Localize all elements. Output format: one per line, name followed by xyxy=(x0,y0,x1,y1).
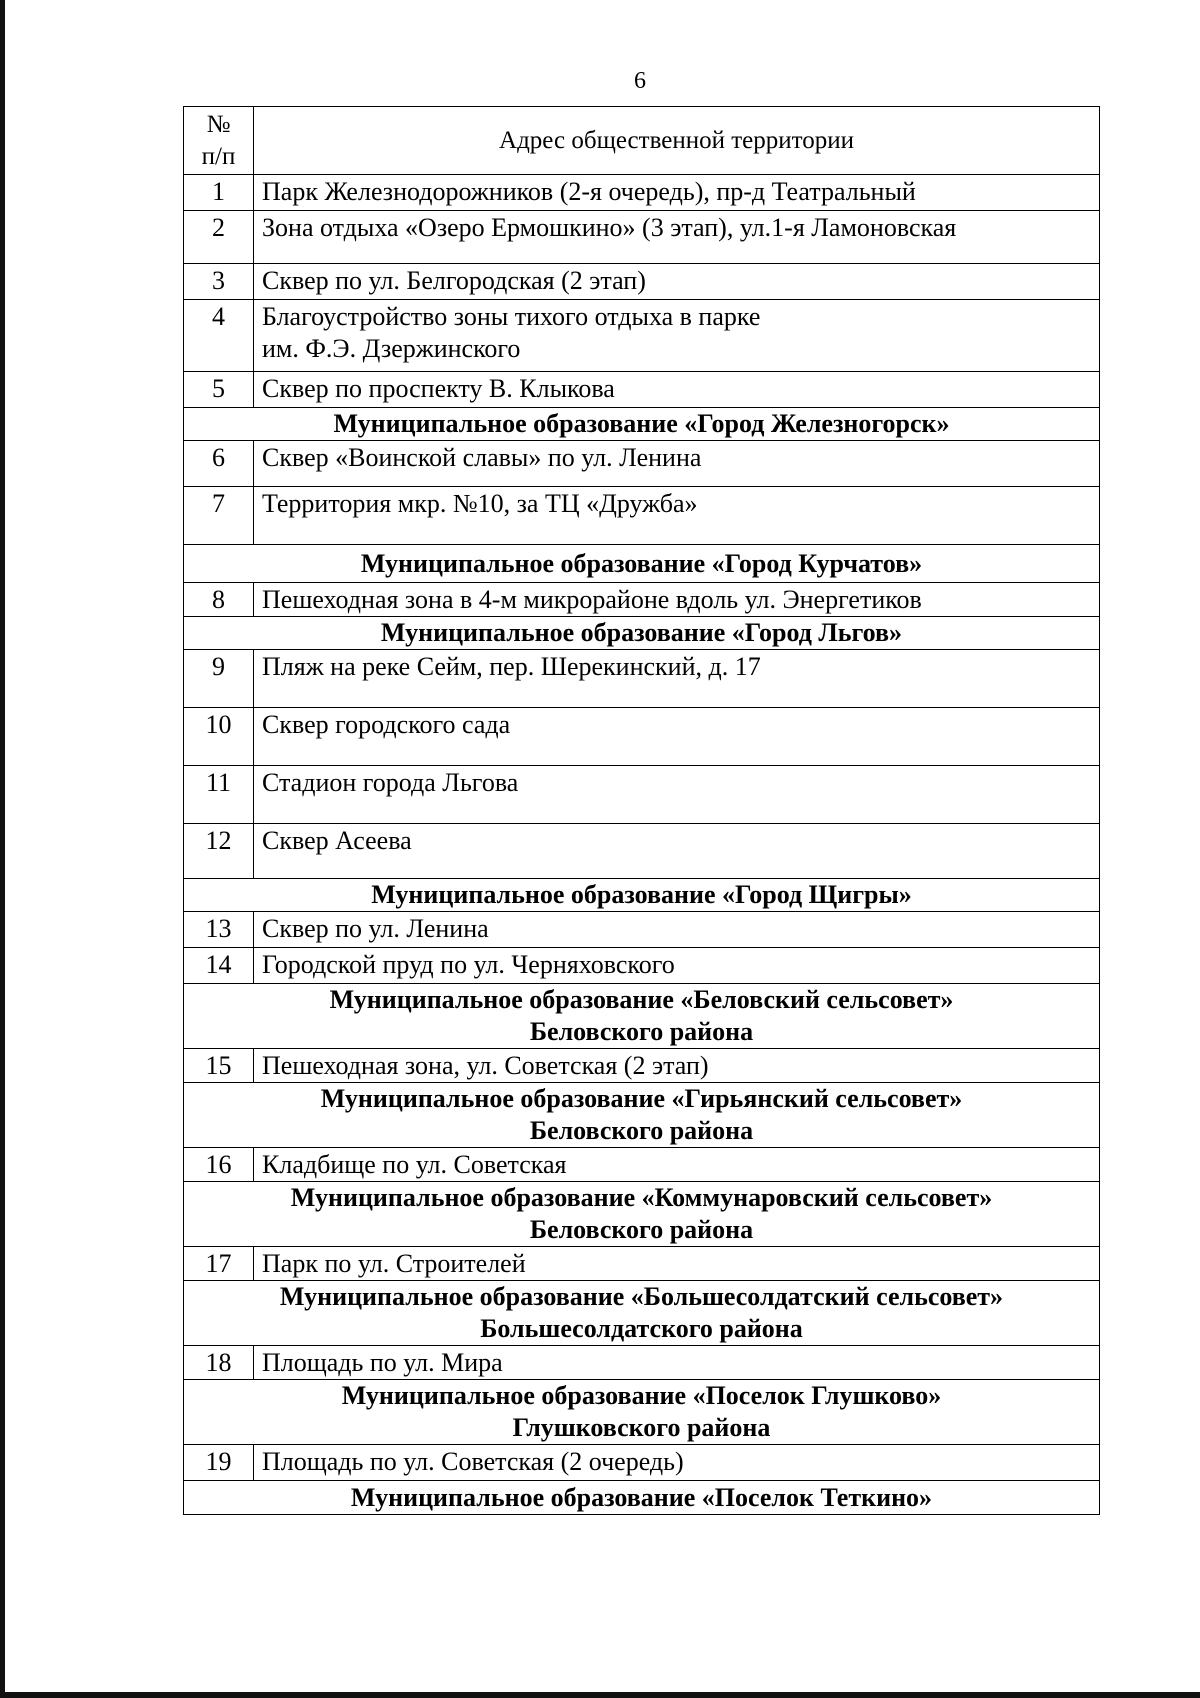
row-number: 16 xyxy=(184,1148,254,1182)
row-address xyxy=(254,487,1100,545)
row-number: 17 xyxy=(184,1247,254,1281)
address-text: Пляж на реке Сейм, пер. Шерекинский, д. 17 xyxy=(262,652,761,681)
row-address xyxy=(254,824,1100,879)
row-number: 9 xyxy=(184,650,254,708)
table-row xyxy=(184,824,1100,879)
address-text: Городской пруд по ул. Черняховского xyxy=(262,950,675,979)
address-text-continued: им. Ф.Э. Дзержинского xyxy=(262,334,521,363)
section-subtitle: Глушковского района xyxy=(512,1413,771,1442)
row-number: 3 xyxy=(184,264,254,300)
row-number: 13 xyxy=(184,912,254,948)
section-cell xyxy=(184,984,1100,1049)
section-cell xyxy=(184,408,1100,441)
row-number: 4 xyxy=(184,300,254,372)
row-address xyxy=(254,1148,1100,1182)
section-title: Муниципальное образование «Беловский сельсовет» xyxy=(329,985,954,1014)
section-row xyxy=(184,545,1100,583)
row-address xyxy=(254,948,1100,984)
address-text: Сквер городского сада xyxy=(262,710,511,739)
scan-edge-bottom xyxy=(0,1692,1200,1698)
row-address xyxy=(254,300,1100,372)
row-number: 12 xyxy=(184,824,254,879)
header-number-cell xyxy=(184,107,254,175)
section-title: Муниципальное образование «Город Щигры» xyxy=(371,880,912,909)
section-row xyxy=(184,1380,1100,1445)
address-text: Пешеходная зона в 4-м микрорайоне вдоль ул. Энергетиков xyxy=(262,585,922,614)
row-address xyxy=(254,441,1100,487)
row-address xyxy=(254,650,1100,708)
row-number: 18 xyxy=(184,1346,254,1380)
table-header-row xyxy=(184,107,1100,175)
address-text: Сквер по ул. Белгородская (2 этап) xyxy=(262,266,646,295)
section-subtitle: Большесолдатского района xyxy=(480,1314,803,1343)
section-title: Муниципальное образование «Город Курчатов» xyxy=(360,548,923,578)
row-number: 8 xyxy=(184,583,254,617)
section-title: Муниципальное образование «Коммунаровский сельсовет» xyxy=(290,1183,993,1212)
table-row xyxy=(184,211,1100,264)
table-row xyxy=(184,487,1100,545)
section-row xyxy=(184,1481,1100,1515)
section-row xyxy=(184,617,1100,650)
section-row xyxy=(184,1182,1100,1247)
section-row xyxy=(184,879,1100,912)
table-row xyxy=(184,372,1100,408)
header-address-cell: Адрес общественной территории xyxy=(254,107,1100,175)
section-title: Муниципальное образование «Город Льгов» xyxy=(380,618,903,647)
row-number: 15 xyxy=(184,1049,254,1083)
table-row xyxy=(184,766,1100,824)
address-text: Стадион города Льгова xyxy=(262,768,519,797)
row-number: 14 xyxy=(184,948,254,984)
row-address xyxy=(254,372,1100,408)
address-text: Благоустройство зоны тихого отдыха в парке xyxy=(262,302,761,331)
row-number: 6 xyxy=(184,441,254,487)
table-row xyxy=(184,300,1100,372)
table-row xyxy=(184,264,1100,300)
table-row xyxy=(184,1247,1100,1281)
section-cell xyxy=(184,1281,1100,1346)
table-row xyxy=(184,441,1100,487)
scan-edge-left xyxy=(0,0,5,1698)
row-address xyxy=(254,211,1100,264)
section-title: Муниципальное образование «Гирьянский сельсовет» xyxy=(320,1084,963,1113)
address-text: Площадь по ул. Советская (2 очередь) xyxy=(262,1447,684,1476)
section-row xyxy=(184,984,1100,1049)
section-cell xyxy=(184,1182,1100,1247)
row-address xyxy=(254,175,1100,211)
section-title: Муниципальное образование «Поселок Теткино» xyxy=(350,1482,933,1512)
section-title: Муниципальное образование «Город Железногорск» xyxy=(333,409,950,438)
territory-table xyxy=(183,106,1100,1515)
row-address xyxy=(254,766,1100,824)
row-address xyxy=(254,912,1100,948)
table-row xyxy=(184,912,1100,948)
address-text: Площадь по ул. Мира xyxy=(262,1348,503,1377)
address-text: Парк Железнодорожников (2-я очередь), пр-д Театральный xyxy=(262,177,916,206)
section-cell xyxy=(184,1380,1100,1445)
address-text: Сквер по проспекту В. Клыкова xyxy=(262,374,615,403)
header-number-line1: № xyxy=(206,111,231,138)
row-address xyxy=(254,264,1100,300)
row-address xyxy=(254,583,1100,617)
table-row xyxy=(184,583,1100,617)
address-text: Пешеходная зона, ул. Советская (2 этап) xyxy=(262,1051,709,1080)
row-address xyxy=(254,1445,1100,1481)
table-row xyxy=(184,708,1100,766)
row-number: 5 xyxy=(184,372,254,408)
section-cell xyxy=(184,617,1100,650)
table-row xyxy=(184,1445,1100,1481)
table-body xyxy=(184,107,1100,1515)
address-text: Сквер «Воинской славы» по ул. Ленина xyxy=(262,443,702,472)
section-subtitle: Беловского района xyxy=(529,1215,754,1244)
row-address xyxy=(254,708,1100,766)
row-number: 10 xyxy=(184,708,254,766)
section-cell xyxy=(184,1083,1100,1148)
address-text: Зона отдыха «Озеро Ермошкино» (3 этап), ул.1-я Ламоновская xyxy=(262,213,957,242)
address-text: Сквер по ул. Ленина xyxy=(262,914,489,943)
section-subtitle: Беловского района xyxy=(529,1116,754,1145)
section-title: Муниципальное образование «Поселок Глушково» xyxy=(341,1381,942,1410)
row-address xyxy=(254,1247,1100,1281)
table-row xyxy=(184,948,1100,984)
table-row xyxy=(184,1049,1100,1083)
section-cell xyxy=(184,879,1100,912)
table-row xyxy=(184,1148,1100,1182)
address-text: Сквер Асеева xyxy=(262,826,412,855)
section-cell xyxy=(184,545,1100,583)
row-number: 7 xyxy=(184,487,254,545)
header-number-line2: п/п xyxy=(201,143,236,170)
section-cell xyxy=(184,1481,1100,1515)
address-text: Территория мкр. №10, за ТЦ «Дружба» xyxy=(262,489,698,518)
table-row xyxy=(184,175,1100,211)
row-number: 2 xyxy=(184,211,254,264)
section-subtitle: Беловского района xyxy=(529,1017,754,1046)
address-text: Парк по ул. Строителей xyxy=(262,1249,526,1278)
row-number: 19 xyxy=(184,1445,254,1481)
page-number: 6 xyxy=(634,68,646,94)
row-number: 1 xyxy=(184,175,254,211)
table-row xyxy=(184,1346,1100,1380)
section-row xyxy=(184,1083,1100,1148)
section-row xyxy=(184,408,1100,441)
section-title: Муниципальное образование «Большесолдатский сельсовет» xyxy=(279,1282,1004,1311)
row-address xyxy=(254,1346,1100,1380)
row-number: 11 xyxy=(184,766,254,824)
row-address xyxy=(254,1049,1100,1083)
section-row xyxy=(184,1281,1100,1346)
table-row xyxy=(184,650,1100,708)
address-text: Кладбище по ул. Советская xyxy=(262,1150,567,1179)
